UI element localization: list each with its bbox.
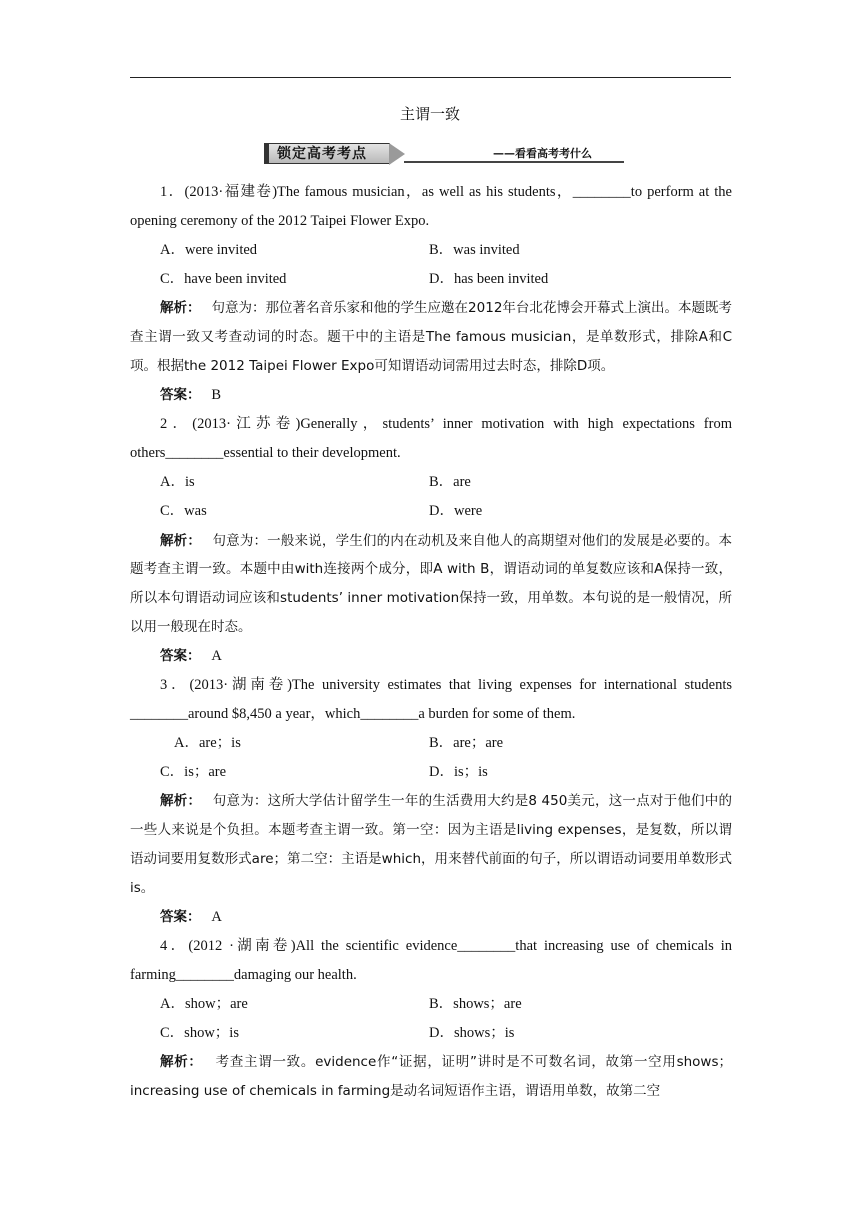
- explanation-text: 句意为：一般来说，学生们的内在动机及来自他人的高期望对他们的发展是必要的。本题考查主谓一致。本题中由with连接两个成分，即A with B，谓语动词的单复数应该和A保持一致，所以本句谓语动词应该和students’ inner motivation保持一致，用单数。本句说的是一般情况，所以用一般现在时态。: [130, 532, 733, 635]
- explanation-text: 考查主谓一致。evidence作“证据，证明”讲时是不可数名词，故第一空用shows；increasing use of chemicals in farming是动名词短语作主语，谓语用单数，故第二空: [130, 1054, 732, 1100]
- option-c: C．have been invited: [160, 270, 287, 287]
- option-a: A．are；is: [174, 734, 241, 751]
- answer-label: 答案：: [160, 908, 201, 925]
- explanation-label: 解析：: [160, 300, 201, 317]
- option-b: B．shows；are: [429, 995, 522, 1012]
- banner-underline: [404, 161, 624, 163]
- explanation-label: 解析：: [160, 1054, 203, 1071]
- explanation-text: 句意为：这所大学估计留学生一年的生活费用大约是8 450美元，这一点对于他们中的一些人来说是个负担。本题考查主谓一致。第一空：因为主语是living expenses，是复数，所以谓语动词要用复数形式are；第二空：主语是which，用来替代前面的句子，所以谓语动词要用单数形式is。: [130, 793, 733, 896]
- answer: [130, 642, 732, 671]
- options-row: [130, 265, 732, 294]
- answer-value: B: [211, 386, 222, 403]
- option-b: B．are: [429, 473, 471, 490]
- explanation: [130, 294, 732, 380]
- option-d: D．shows；is: [429, 1025, 515, 1042]
- option-c: C．show；is: [160, 1025, 239, 1042]
- question-list: [130, 178, 732, 1106]
- option-d: D．is；is: [429, 764, 488, 781]
- explanation: [130, 787, 732, 902]
- question-stem: 1．(2013·福建卷)The famous musician，as well as his students，________to perform at the opening ceremony of the 2012 Taipei Flower Expo.: [130, 184, 732, 229]
- page-title: 主谓一致: [399, 107, 460, 123]
- answer-label: 答案：: [160, 647, 201, 664]
- explanation: [130, 527, 732, 642]
- options-row: [130, 236, 732, 265]
- question-2: [130, 410, 732, 671]
- option-c: C．was: [160, 503, 207, 520]
- option-a: A．is: [160, 473, 195, 490]
- options-row: [130, 729, 732, 758]
- options-row: [130, 497, 732, 526]
- option-a: A．show；are: [160, 995, 248, 1012]
- options-row: [130, 758, 732, 787]
- question-stem: 2．(2013·江苏卷)Generally，students’ inner motivation with high expectations from others________essential to their development.: [130, 416, 732, 461]
- explanation-label: 解析：: [160, 793, 202, 810]
- explanation-label: 解析：: [160, 532, 202, 549]
- explanation: [130, 1048, 732, 1106]
- header-rule: [130, 77, 731, 78]
- question-stem: 4．(2012 ·湖南卷)All the scientific evidence________that increasing use of chemicals in farming________damaging our health.: [130, 938, 732, 983]
- answer: [130, 381, 732, 410]
- banner-subtitle: ——看看高考考什么: [493, 147, 592, 160]
- option-d: D．has been invited: [429, 270, 549, 287]
- question-stem: 3．(2013·湖南卷)The university estimates that living expenses for international students ________around $8,450 a year，which________a burden for some of them.: [130, 677, 732, 722]
- answer: [130, 903, 732, 932]
- option-b: B．are；are: [429, 734, 504, 751]
- answer-label: 答案：: [160, 386, 201, 403]
- section-banner: [264, 141, 624, 167]
- option-c: C．is；are: [160, 764, 227, 781]
- options-row: [130, 990, 732, 1019]
- answer-value: A: [211, 908, 222, 925]
- banner-label: 锁定高考考点: [264, 143, 390, 164]
- question-1: [130, 178, 732, 410]
- option-b: B．was invited: [429, 241, 520, 258]
- explanation-text: 句意为：那位著名音乐家和他的学生应邀在2012年台北花博会开幕式上演出。本题既考查主谓一致又考查动词的时态。题干中的主语是The famous musician，是单数形式，排除A和C项。根据the 2012 Taipei Flower Expo可知谓语动词需用过去时态，排除D项。: [130, 300, 733, 374]
- option-a: A．were invited: [160, 241, 258, 258]
- option-d: D．were: [429, 503, 483, 520]
- question-3: [130, 671, 732, 932]
- options-row: [130, 468, 732, 497]
- options-row: [130, 1019, 732, 1048]
- question-4: [130, 932, 732, 1106]
- answer-value: A: [211, 647, 222, 664]
- banner-arrow-icon: [389, 143, 405, 165]
